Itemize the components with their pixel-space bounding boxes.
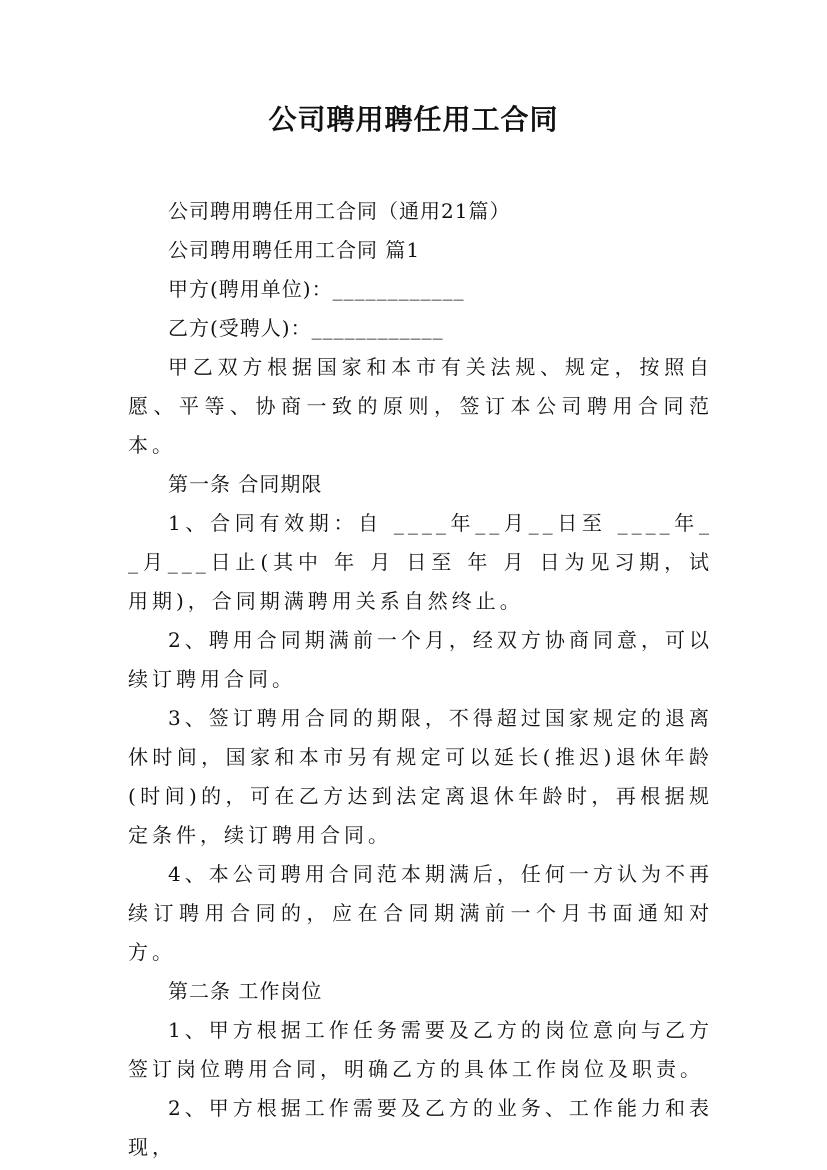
article-heading: 第一条 合同期限 xyxy=(168,472,323,496)
clause-paragraph: 3、签订聘用合同的期限，不得超过国家规定的退离休时间，国家和本市另有规定可以延长(推迟)退休年龄(时间)的，可在乙方达到法定离退休年龄时，再根据规定条件，续订聘用合同。 xyxy=(128,706,713,847)
clause-paragraph: 4、本公司聘用合同范本期满后，任何一方认为不再续订聘用合同的，应在合同期满前一个月书面通知对方。 xyxy=(128,862,713,964)
document-body xyxy=(128,192,713,1167)
party-b-line: 乙方(受聘人)：____________ xyxy=(168,316,444,340)
clause-paragraph: 1、合同有效期：自 ____年__月__日至 ____年__月___日止(其中 年 月 日至 年 月 日为见习期，试用期)，合同期满聘用关系自然终止。 xyxy=(128,511,713,613)
party-a-line: 甲方(聘用单位)：____________ xyxy=(168,277,465,301)
clause-paragraph: 1、甲方根据工作任务需要及乙方的岗位意向与乙方签订岗位聘用合同，明确乙方的具体工作岗位及职责。 xyxy=(128,1018,713,1081)
section-heading: 公司聘用聘任用工合同 篇1 xyxy=(168,238,421,262)
clause-paragraph: 2、聘用合同期满前一个月，经双方协商同意，可以续订聘用合同。 xyxy=(128,628,713,691)
subtitle-line: 公司聘用聘任用工合同（通用21篇） xyxy=(168,199,511,223)
preamble-paragraph: 甲乙双方根据国家和本市有关法规、规定，按照自愿、平等、协商一致的原则，签订本公司聘用合同范本。 xyxy=(128,355,713,457)
document-title: 公司聘用聘任用工合同 xyxy=(268,103,559,136)
clause-paragraph: 2、甲方根据工作需要及乙方的业务、工作能力和表现， xyxy=(128,1096,713,1159)
article-heading: 第二条 工作岗位 xyxy=(168,979,323,1003)
